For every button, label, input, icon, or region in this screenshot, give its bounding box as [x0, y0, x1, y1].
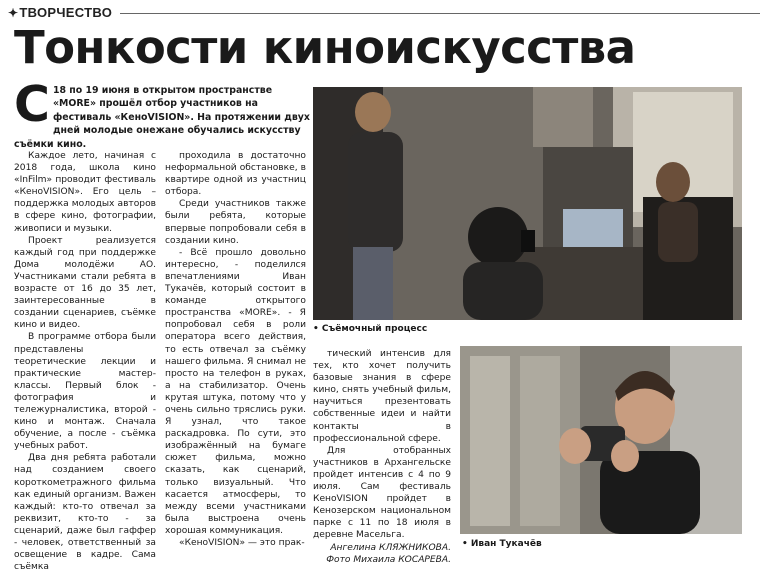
paragraph: Каждое лето, начиная с 2018 года, школа кино «InFilm» проводит фестиваль «КеноVISION». Его цель – поддержка молодых авторов в сфере кино, фотографии, живописи и музыки. [14, 151, 156, 234]
lead-text: 18 по 19 июня в открытом пространстве «MORE» прошёл отбор участников на фестиваль «КеноVISION». На протяжении двух дней молодые онежане обучались искусству съёмки кино. [14, 85, 310, 150]
paragraph: Два дня ребята работали над созданием своего короткометражного фильма как единый организм. Важен каждый: кто-то отвечал за реквизит, кто-то - за сценарий, даже был гаффер - человек, ответственный за освещение в кадре. Сама съёмка [14, 453, 156, 573]
star-icon: ✦ [8, 6, 19, 20]
article-column-2 [165, 150, 306, 560]
photo-portrait-illustration [460, 346, 742, 534]
paragraph: тический интенсив для тех, кто хочет получить базовые знания в сфере кино, снять учебный фильм, научиться презентовать собственные идеи и найти контакты в профессиональной сфере. [313, 349, 451, 444]
photo-caption-portrait: • Иван Тукачёв [462, 539, 542, 549]
photo-filming-illustration [313, 87, 742, 320]
article-lead [14, 76, 314, 151]
photo-caption-filming: • Съёмочный процесс [313, 324, 428, 334]
paragraph: В программе отбора были представлены теоретические лекции и практические мастер-классы. Первый блок - фотография и тележурналистика, второй - кино и монтаж. Сначала обучение, а после - съёмка учебных работ. [14, 332, 156, 452]
paragraph: проходила в достаточно неформальной обстановке, в квартире одной из участниц отбора. [165, 151, 306, 198]
drop-cap: С [14, 76, 50, 133]
article-title: Тонкости киноискусства [14, 21, 636, 74]
paragraph: Проект реализуется каждый год при поддержке Дома молодёжи АО. Участниками стали ребята в возрасте от 16 до 35 лет, заинтересованные в создании сценариев, съёмке кино и видео. [14, 235, 156, 331]
rubric-rule [120, 13, 760, 14]
article-column-3 [313, 348, 451, 565]
article-column-1 [14, 150, 156, 573]
photo-ivan-tukachev [460, 346, 742, 534]
author-credit: Ангелина КЛЯЖНИКОВА. [330, 542, 451, 553]
rubric-label [8, 5, 112, 20]
paragraph: «КеноVISION» — это прак- [179, 538, 305, 548]
rubric-text: ТВОРЧЕСТВО [19, 5, 113, 20]
paragraph: - Всё прошло довольно интересно, - поделился впечатлениями Иван Тукачёв, который состоит в команде открытого пространства «MORE». - Я попробовал себя в роли оператора всего действия, то есть отвечал за съёмку нашего фильма. Я снимал не просто на телефон в руках, а на стабилизатор. Очень крутая штука, потому что у очень сильно тряслись руки. Я узнал, что такое раскадровка. По сути, это изображённый на бумаге сюжет фильма, можно сказать, как сценарий, только визуальный. Что касается атмосферы, то между всеми участниками была выстроена очень хорошая коммуникация. [165, 247, 306, 536]
photo-credit: Фото Михаила КОСАРЕВА. [326, 554, 451, 565]
paragraph: Среди участников также были ребята, которые впервые попробовали себя в создании кино. [165, 199, 306, 246]
photo-filming-process [313, 87, 742, 320]
paragraph: Для отобранных участников в Архангельске пройдет интенсив с 4 по 9 июля. Сам фестиваль КеноVISION пройдет в Кенозерском национальном парке с 11 по 18 июля в деревне Масельга. [313, 445, 451, 541]
